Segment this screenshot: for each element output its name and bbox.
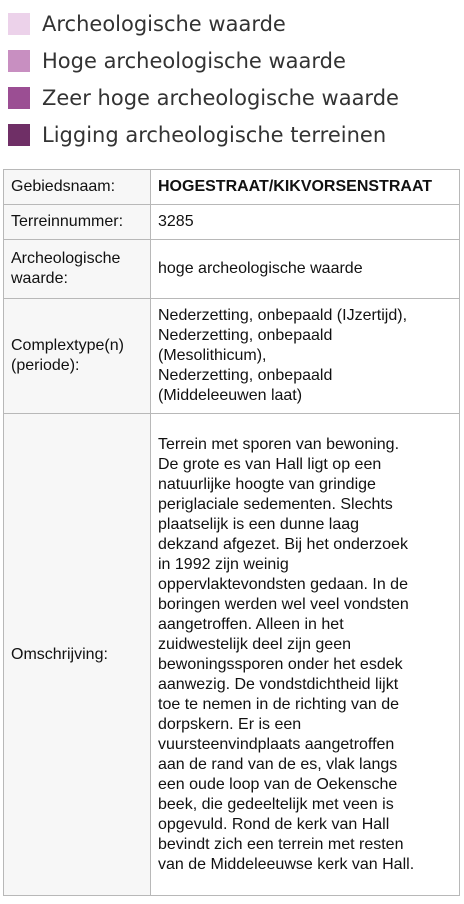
value-line: Nederzetting, onbepaald — [158, 327, 333, 344]
map-legend — [8, 5, 458, 153]
value-line: dekzand afgezet. Bij het onderzoek — [158, 535, 408, 553]
complextype-value — [151, 299, 460, 414]
legend-item-hoge-archeologische-waarde — [8, 42, 458, 79]
legend-swatch — [8, 124, 30, 146]
value-line: periglaciale sedementen. Slechts — [158, 495, 393, 513]
terreinnummer-label: Terreinnummer: — [4, 205, 151, 240]
value-line: vuursteenvindplaats aangetroffen — [158, 735, 395, 753]
value-line: van de Middeleeuwse kerk van Hall. — [158, 855, 415, 873]
value-line: toe te nemen in de richting van de — [158, 695, 400, 713]
label-line: Archeologische — [11, 250, 121, 267]
value-line: bevindt zich een terrein met resten — [158, 835, 404, 853]
row-terreinnummer — [4, 205, 460, 240]
label-line: Complextype(n) — [11, 337, 124, 354]
value-line: De grote es van Hall ligt op een — [158, 455, 382, 473]
label-line: (periode): — [11, 357, 80, 374]
value-line: boringen werden wel veel vondsten — [158, 595, 409, 613]
info-table — [3, 169, 460, 896]
legend-item-ligging-archeologische-terreinen — [8, 116, 458, 153]
archeologische-waarde-value: hoge archeologische waarde — [151, 240, 460, 299]
value-line: aanwezig. De vondstdichtheid lijkt — [158, 675, 399, 693]
value-line: Nederzetting, onbepaald — [158, 367, 333, 384]
legend-swatch — [8, 13, 30, 35]
value-line: plaatselijk is een dunne laag — [158, 515, 360, 533]
legend-swatch — [8, 87, 30, 109]
legend-label: Hoge archeologische waarde — [42, 48, 346, 73]
label-line: waarde: — [11, 270, 68, 287]
value-line: zuidwestelijk deel zijn geen — [158, 635, 351, 653]
value-line: dorpskern. Er is een — [158, 715, 302, 733]
legend-swatch — [8, 50, 30, 72]
value-line: een oude loop van de Oekensche — [158, 775, 398, 793]
value-line: Nederzetting, onbepaald (IJzertijd), — [158, 307, 408, 324]
terreinnummer-value: 3285 — [151, 205, 460, 240]
archeologische-waarde-label — [4, 240, 151, 299]
omschrijving-label: Omschrijving: — [4, 414, 151, 896]
row-gebiedsnaam — [4, 170, 460, 205]
legend-label: Archeologische waarde — [42, 11, 286, 36]
complextype-label — [4, 299, 151, 414]
value-line: (Middeleeuwen laat) — [158, 387, 303, 404]
legend-item-archeologische-waarde — [8, 5, 458, 42]
value-line: opgevuld. Rond de kerk van Hall — [158, 815, 390, 833]
value-line: aangetroffen. Alleen in het — [158, 615, 344, 633]
row-complextype — [4, 299, 460, 414]
legend-label: Zeer hoge archeologische waarde — [42, 85, 399, 110]
gebiedsnaam-value: HOGESTRAAT/KIKVORSENSTRAAT — [151, 170, 460, 205]
value-line: oppervlaktevondsten gedaan. In de — [158, 575, 408, 593]
gebiedsnaam-label: Gebiedsnaam: — [4, 170, 151, 205]
value-line: Terrein met sporen van bewoning. — [158, 435, 400, 453]
value-line: beek, die gedeeltelijk met veen is — [158, 795, 394, 813]
legend-item-zeer-hoge-archeologische-waarde — [8, 79, 458, 116]
row-archeologische-waarde — [4, 240, 460, 299]
value-line: (Mesolithicum), — [158, 347, 267, 364]
value-line: natuurlijke hoogte van grindige — [158, 475, 376, 493]
omschrijving-value — [151, 414, 460, 896]
legend-label: Ligging archeologische terreinen — [42, 122, 387, 147]
value-line: in 1992 zijn weinig — [158, 555, 289, 573]
row-omschrijving — [4, 414, 460, 896]
value-line: bewoningssporen onder het esdek — [158, 655, 403, 673]
value-line: aan de rand van de es, vlak langs — [158, 755, 398, 773]
